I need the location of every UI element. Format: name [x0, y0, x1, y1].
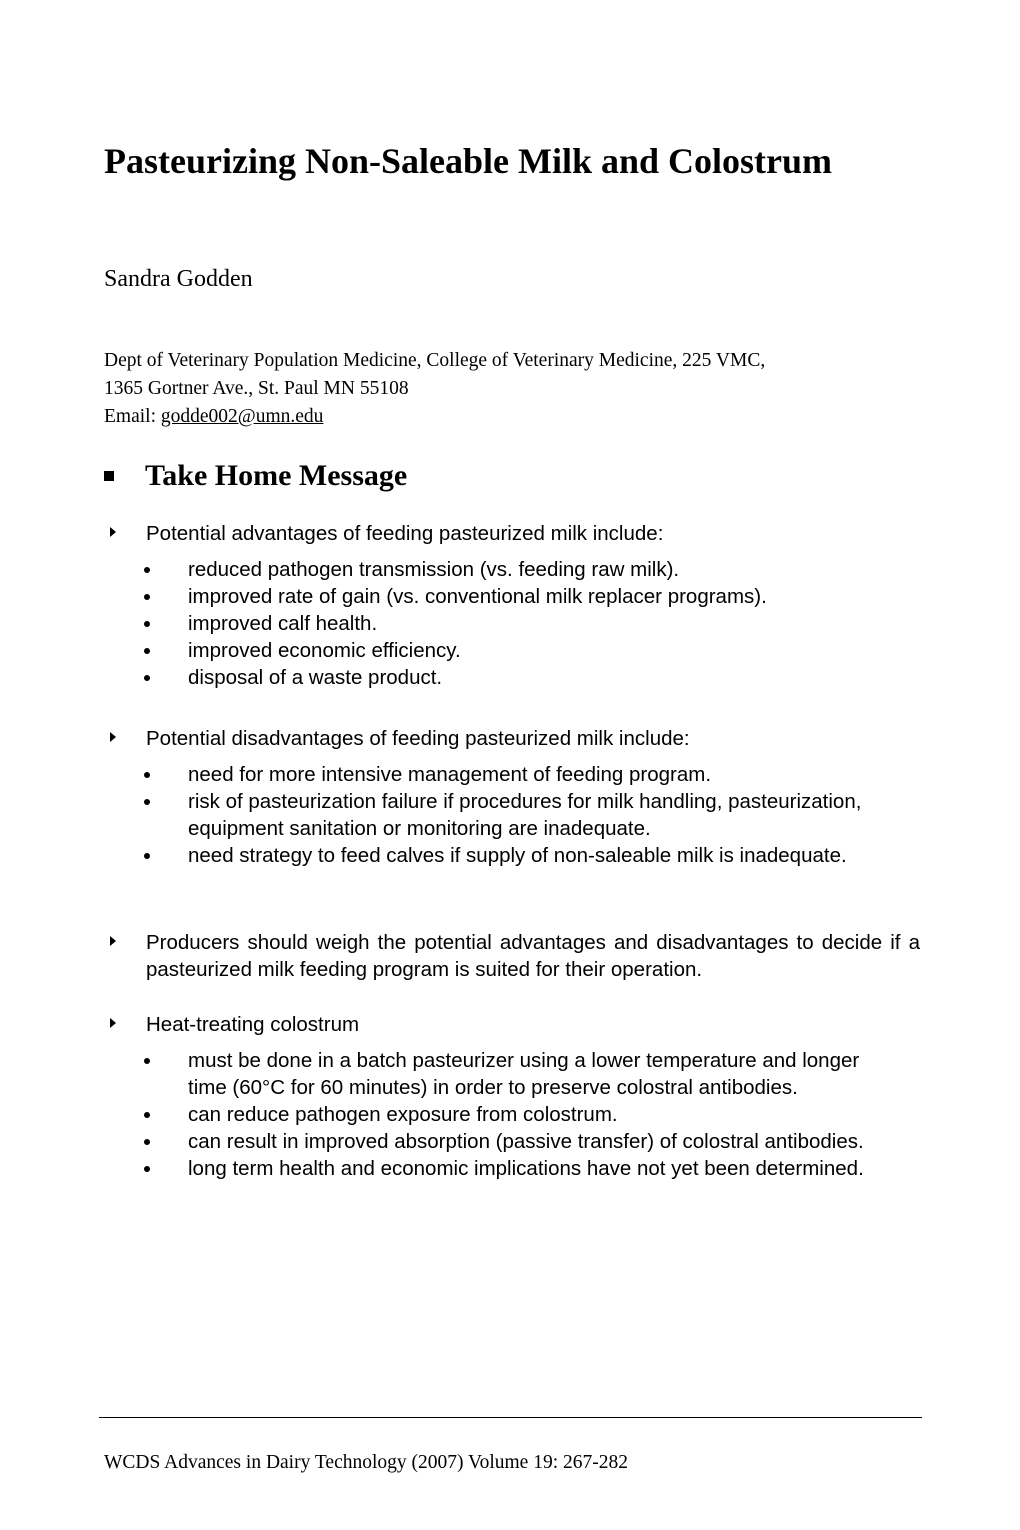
paper-title: Pasteurizing Non-Saleable Milk and Colostrum: [104, 141, 833, 181]
email-label: Email:: [104, 406, 156, 427]
dot-bullet-icon: [144, 1139, 150, 1145]
point-text: Potential advantages of feeding pasteurized milk include:: [146, 522, 664, 545]
list-item: disposal of a waste product.: [104, 664, 920, 691]
affiliation-line-2: 1365 Gortner Ave., St. Paul MN 55108: [104, 378, 409, 399]
point-text: Producers should weigh the potential advantages and disadvantages to decide if a pasteurized milk feeding program is suited for their operation.: [146, 931, 920, 981]
list-item: need for more intensive management of feeding program.: [104, 761, 920, 788]
list-item: can result in improved absorption (passive transfer) of colostral antibodies.: [104, 1128, 920, 1155]
point-disadvantages: [104, 725, 920, 869]
dot-bullet-icon: [144, 1166, 150, 1172]
point-lead: [104, 929, 920, 983]
point-lead: [104, 1011, 920, 1038]
point-advantages: [104, 520, 920, 691]
sub-list: [104, 1047, 920, 1182]
triangle-bullet-icon: [110, 527, 116, 537]
sub-list: [104, 556, 920, 691]
dot-bullet-icon: [144, 1058, 150, 1064]
list-item: improved calf health.: [104, 610, 920, 637]
point-producers: [104, 929, 920, 983]
dot-bullet-icon: [144, 567, 150, 573]
affiliation: [104, 347, 934, 431]
dot-bullet-icon: [144, 594, 150, 600]
dot-bullet-icon: [144, 648, 150, 654]
section-title: Take Home Message: [145, 459, 408, 492]
triangle-bullet-icon: [110, 936, 116, 946]
square-bullet-icon: [104, 471, 114, 481]
dot-bullet-icon: [144, 772, 150, 778]
point-lead: [104, 725, 920, 752]
list-item: long term health and economic implications have not yet been determined.: [104, 1155, 920, 1182]
point-colostrum: [104, 1011, 920, 1182]
list-item: reduced pathogen transmission (vs. feeding raw milk).: [104, 556, 920, 583]
list-item: risk of pasteurization failure if procedures for milk handling, pasteurization, equipment sanitation or monitoring are inadequate.: [104, 788, 920, 842]
point-text: Potential disadvantages of feeding pasteurized milk include:: [146, 727, 690, 750]
dot-bullet-icon: [144, 675, 150, 681]
list-item: need strategy to feed calves if supply of non-saleable milk is inadequate.: [104, 842, 920, 869]
point-text: Heat-treating colostrum: [146, 1013, 360, 1036]
triangle-bullet-icon: [110, 1018, 116, 1028]
dot-bullet-icon: [144, 621, 150, 627]
affiliation-line-1: Dept of Veterinary Population Medicine, College of Veterinary Medicine, 225 VMC,: [104, 350, 766, 371]
dot-bullet-icon: [144, 799, 150, 805]
dot-bullet-icon: [144, 853, 150, 859]
point-lead: [104, 520, 920, 547]
list-item: must be done in a batch pasteurizer using a lower temperature and longer time (60°C for 60 minutes) in order to preserve colostral antibodies.: [104, 1047, 920, 1101]
email-line: [104, 403, 934, 431]
author-name: Sandra Godden: [104, 266, 253, 292]
section-heading: [104, 457, 407, 495]
dot-bullet-icon: [144, 1112, 150, 1118]
footer-citation: WCDS Advances in Dairy Technology (2007) Volume 19: 267-282: [104, 1452, 628, 1473]
sub-list: [104, 761, 920, 869]
list-item: can reduce pathogen exposure from colostrum.: [104, 1101, 920, 1128]
footer-divider: [99, 1417, 922, 1418]
list-item: improved economic efficiency.: [104, 637, 920, 664]
triangle-bullet-icon: [110, 732, 116, 742]
list-item: improved rate of gain (vs. conventional milk replacer programs).: [104, 583, 920, 610]
email-link[interactable]: godde002@umn.edu: [160, 406, 324, 427]
